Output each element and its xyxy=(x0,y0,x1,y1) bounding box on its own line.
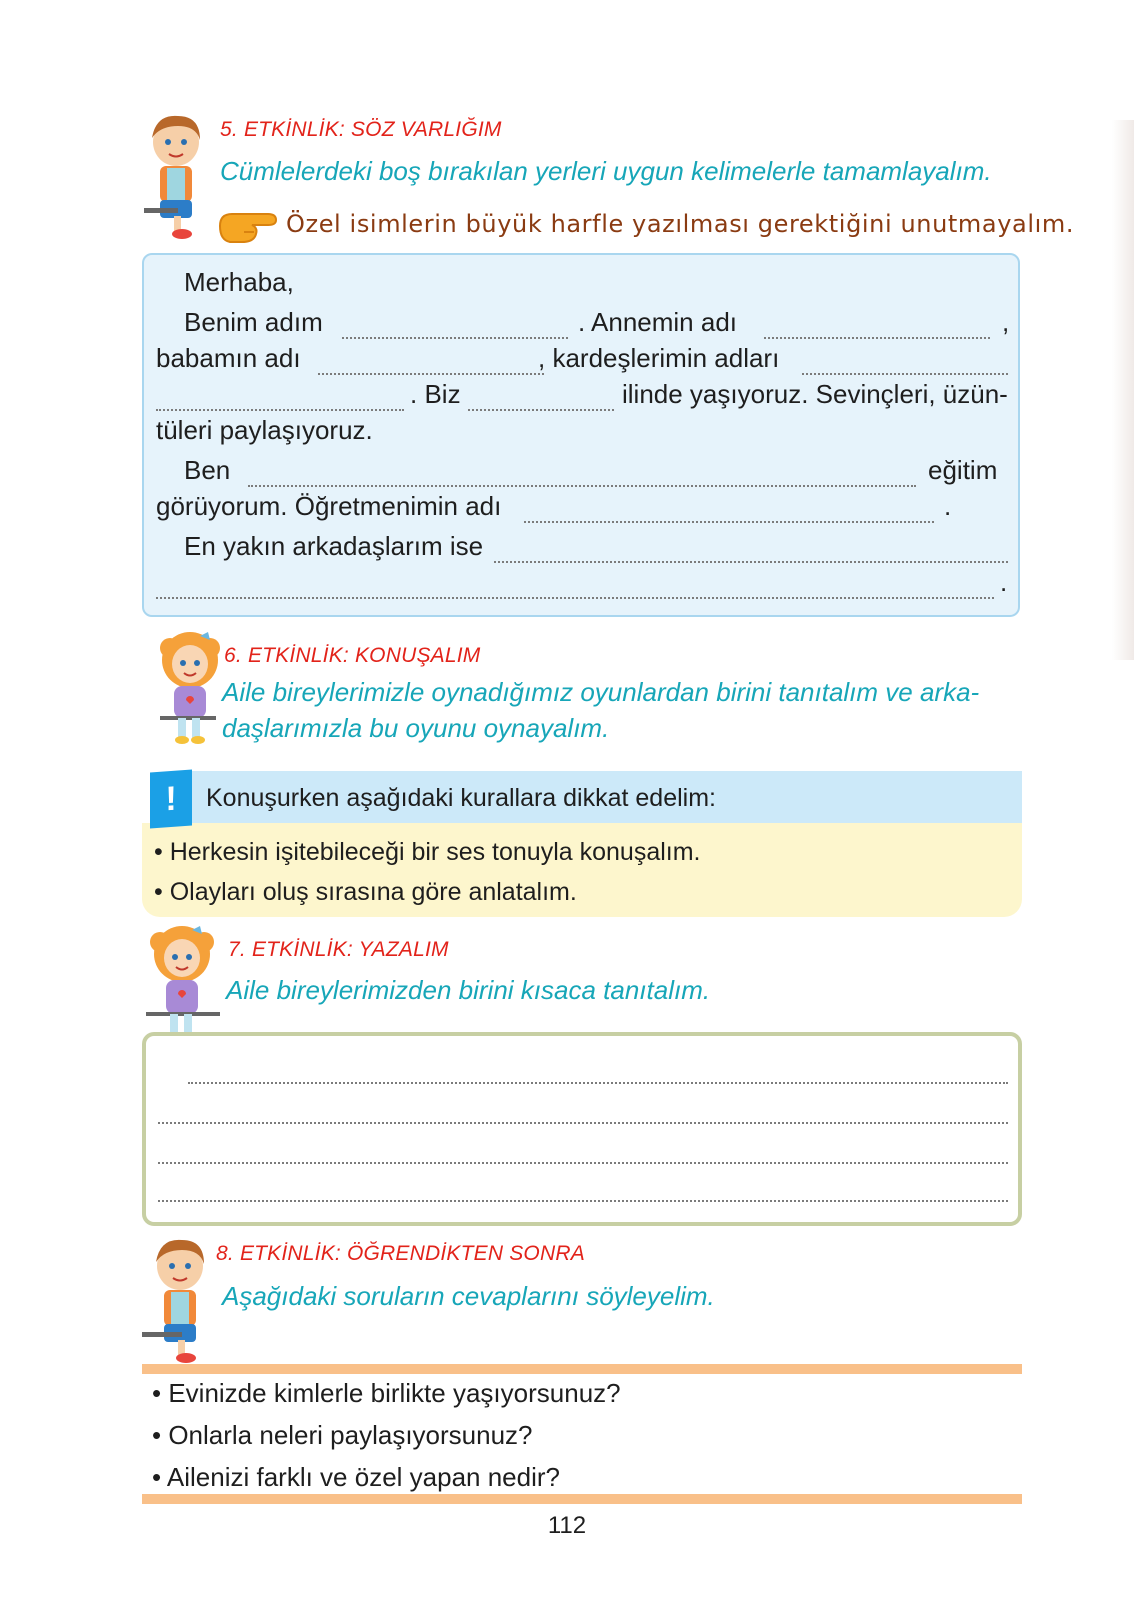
letter-greeting: Merhaba, xyxy=(184,267,294,297)
activity6-title: 6. ETKİNLİK: KONUŞALIM xyxy=(224,644,481,667)
activity5-instruction: Cümlelerdeki boş bırakılan yerleri uygun kelimelerle tamamlayalım. xyxy=(220,156,992,186)
boy-character-illustration-2 xyxy=(140,1236,214,1366)
activity7-instruction: Aile bireylerimizden birini kısaca tanıtalım. xyxy=(226,975,711,1005)
letter-city-sentence: ilinde yaşıyoruz. Sevinçleri, üzün- xyxy=(622,379,1008,409)
rules-header-text: Konuşurken aşağıdaki kurallara dikkat edelim: xyxy=(206,784,716,812)
writing-box xyxy=(142,1032,1022,1226)
activity5-tip: Özel isimlerin büyük harfle yazılması gerektiğini unutmayalım. xyxy=(286,210,1075,238)
letter-friends-label: En yakın arkadaşlarım ise xyxy=(184,531,484,561)
blank-school[interactable] xyxy=(248,485,916,487)
letter-siblings-label: , kardeşlerimin adları xyxy=(538,343,780,373)
fill-in-letter-box xyxy=(142,253,1020,617)
letter-i-label: Ben xyxy=(184,455,231,485)
questions-top-bar xyxy=(142,1364,1022,1374)
pointing-hand-icon xyxy=(216,206,280,246)
letter-mother-label: . Annemin adı xyxy=(578,307,737,337)
letter-period: . xyxy=(944,491,952,521)
letter-final-period: . xyxy=(1000,567,1008,597)
boy-character-illustration xyxy=(138,112,208,242)
page-edge-shadow xyxy=(1112,120,1134,660)
girl-character-illustration-2 xyxy=(146,924,220,1048)
letter-father-label: babamın adı xyxy=(156,343,301,373)
writing-line-2[interactable] xyxy=(158,1122,1008,1124)
activity8-title: 8. ETKİNLİK: ÖĞRENDİKTEN SONRA xyxy=(216,1242,585,1265)
blank-my-name[interactable] xyxy=(342,337,568,339)
blank-friends-continued[interactable] xyxy=(156,597,994,599)
writing-line-4[interactable] xyxy=(158,1200,1008,1202)
writing-line-1[interactable] xyxy=(188,1082,1008,1084)
page-number: 112 xyxy=(547,1512,587,1539)
letter-education-label: eğitim xyxy=(928,455,998,485)
activity8-instruction: Aşağıdaki soruların cevaplarını söyleyelim. xyxy=(222,1281,715,1311)
girl-character-illustration xyxy=(156,630,226,748)
blank-father-name[interactable] xyxy=(318,373,544,375)
questions-bottom-bar xyxy=(142,1494,1022,1504)
letter-comma: , xyxy=(1002,307,1010,337)
question-item-2: • Onlarla neleri paylaşıyorsunuz? xyxy=(152,1420,533,1450)
question-item-3: • Ailenizi farklı ve özel yapan nedir? xyxy=(152,1462,560,1492)
rule-item-1: • Herkesin işitebileceği bir ses tonuyla konuşalım. xyxy=(154,838,701,866)
blank-mother-name[interactable] xyxy=(764,337,990,339)
letter-my-name-label: Benim adım xyxy=(184,307,323,337)
letter-teacher-label: görüyorum. Öğretmenimin adı xyxy=(156,491,502,521)
question-item-1: • Evinizde kimlerle birlikte yaşıyorsunuz? xyxy=(152,1378,621,1408)
blank-friends[interactable] xyxy=(494,561,1008,563)
blank-teacher-name[interactable] xyxy=(524,521,934,523)
activity5-title: 5. ETKİNLİK: SÖZ VARLIĞIM xyxy=(220,118,502,141)
exclamation-icon: ! xyxy=(150,770,192,829)
letter-we-label: . Biz xyxy=(410,379,461,409)
activity7-title: 7. ETKİNLİK: YAZALIM xyxy=(228,938,449,961)
blank-city[interactable] xyxy=(468,409,614,411)
blank-siblings-names[interactable] xyxy=(802,373,1008,375)
activity6-instruction-line1: Aile bireylerimizle oynadığımız oyunlardan birini tanıtalım ve arka- xyxy=(222,677,980,707)
writing-line-3[interactable] xyxy=(158,1162,1008,1164)
rule-item-2: • Olayları oluş sırasına göre anlatalım. xyxy=(154,878,577,906)
activity6-instruction-line2: daşlarımızla bu oyunu oynayalım. xyxy=(222,713,610,743)
blank-siblings-continued[interactable] xyxy=(156,409,404,411)
letter-sharing-line: tüleri paylaşıyoruz. xyxy=(156,415,373,445)
